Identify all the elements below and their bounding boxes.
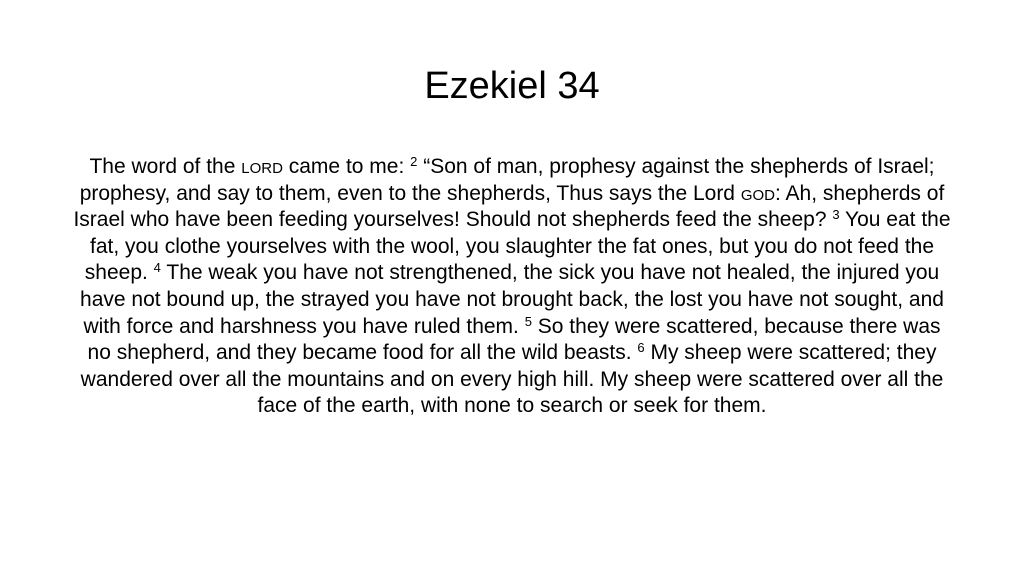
passage-text: The weak you have not strengthened, the sick you have not healed, the injured you have not bound up, the strayed you have not brought back, the lost you have not sought, and with force and harshness you have ruled them. (80, 261, 944, 338)
passage-text: You eat the fat, you clothe yourselves with the wool, you slaughter the fat ones, but you do not feed the sheep. (84, 208, 951, 285)
divine-name-god: god (740, 181, 775, 205)
passage-text: The word of the (89, 155, 242, 178)
passage-text: My sheep were scattered; they wandered over all the mountains and on every high hill. My sheep were scattered over all the face of the earth, with none to search or seek for them. (80, 341, 944, 418)
divine-name-lord: lord (241, 155, 283, 178)
passage-text: So they were scattered, because there was no shepherd, and they became food for all the wild beasts. (87, 314, 941, 365)
scripture-passage (70, 154, 954, 420)
verse-number: 5 (524, 313, 532, 329)
verse-number: 2 (410, 154, 418, 169)
verse-number: 4 (153, 260, 161, 276)
slide-title: Ezekiel 34 (424, 65, 600, 107)
verse-number: 6 (637, 340, 645, 356)
verse-number: 3 (832, 207, 840, 223)
passage-text: “Son of man, prophesy against the shepherds of Israel; prophesy, and say to them, even to the shepherds, Thus says the Lord (79, 155, 935, 205)
passage-text: came to me: (282, 155, 411, 178)
passage-text: : Ah, shepherds of Israel who have been feeding yourselves! Should not shepherds feed the sheep? (73, 181, 945, 232)
